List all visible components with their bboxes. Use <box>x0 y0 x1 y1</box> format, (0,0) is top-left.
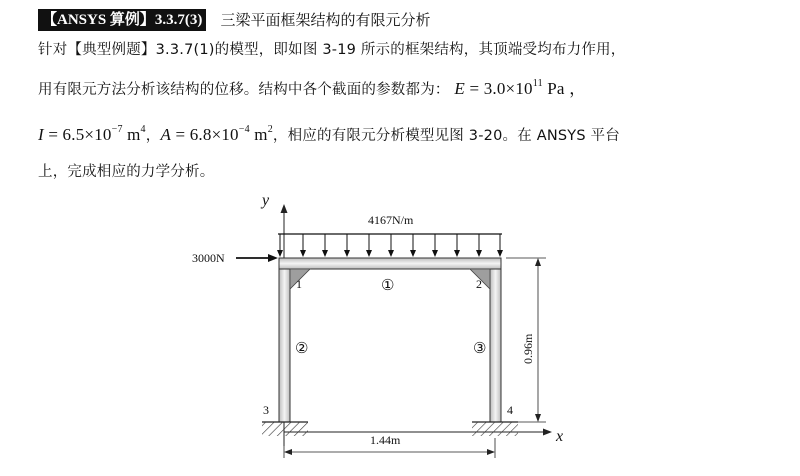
width-dimension-label: 1.44m <box>370 433 401 447</box>
point-load-label: 3000N <box>192 251 225 265</box>
symbol-e: E <box>454 79 466 98</box>
distributed-load-label: 4167N/m <box>368 213 414 227</box>
moment-of-inertia-unit: m <box>122 125 141 144</box>
cross-section-area-unit-exponent: 2 <box>267 124 273 136</box>
x-axis-arrowhead <box>543 429 552 436</box>
moment-of-inertia-exponent: −7 <box>111 124 123 136</box>
right-support-hatch <box>472 422 518 436</box>
paragraph-line-1: 针对【典型例题】3.3.7(1)的模型，即如图 3-19 所示的框架结构，其顶端受均布力作用， <box>38 42 626 58</box>
x-axis-label: x <box>556 428 564 445</box>
point-load-arrowhead <box>268 254 278 262</box>
moment-of-inertia-unit-exponent: 4 <box>140 124 146 136</box>
width-dimension-arrow-right <box>487 449 495 455</box>
distributed-load-arrows <box>277 234 503 257</box>
cross-section-area-unit: m <box>249 125 268 144</box>
load-arrowhead <box>497 250 503 257</box>
load-arrowhead <box>322 250 328 257</box>
width-dimension-arrow-left <box>284 449 292 455</box>
node-label-2: 2 <box>476 277 482 291</box>
node-label-4: 4 <box>507 403 513 417</box>
load-arrowhead <box>300 250 306 257</box>
right-column <box>490 258 501 422</box>
height-dimension-arrow-top <box>535 258 541 266</box>
moment-of-inertia-value: = 6.5×10 <box>43 125 112 144</box>
element-label-1: ① <box>381 278 395 294</box>
load-arrowhead <box>388 250 394 257</box>
example-title: 三梁平面框架结构的有限元分析 <box>220 11 431 29</box>
node-label-3: 3 <box>263 403 269 417</box>
load-arrowhead <box>410 250 416 257</box>
cross-section-area-value: = 6.8×10 <box>171 125 239 144</box>
load-arrowhead <box>277 250 283 257</box>
youngs-modulus-unit: Pa ， <box>542 79 587 98</box>
top-beam <box>279 258 501 269</box>
y-axis-arrowhead <box>281 204 288 213</box>
paragraph-line-4: 上，完成相应的力学分析。 <box>38 164 215 180</box>
paragraph-line-3-rest: ，相应的有限元分析模型见图 3-20。在 ANSYS 平台 <box>272 128 620 144</box>
symbol-a: A <box>160 125 172 144</box>
element-label-3: ③ <box>473 341 487 357</box>
load-arrowhead <box>344 250 350 257</box>
youngs-modulus-exponent: 11 <box>532 78 543 90</box>
left-support-hatch <box>262 422 308 436</box>
load-arrowhead <box>366 250 372 257</box>
y-axis-label: y <box>262 192 270 209</box>
paragraph-line-2-text: 用有限元方法分析该结构的位移。结构中各个截面的参数都为： <box>38 82 450 98</box>
node-label-1: 1 <box>296 277 302 291</box>
symbol-i: I <box>38 125 44 144</box>
youngs-modulus-value: = 3.0×10 <box>465 79 533 98</box>
height-dimension-label: 0.96m <box>521 333 535 364</box>
height-dimension-arrow-bottom <box>535 414 541 422</box>
load-arrowhead <box>454 250 460 257</box>
example-tag: 【ANSYS 算例】3.3.7(3) <box>38 9 206 31</box>
element-label-2: ② <box>295 341 309 357</box>
left-column <box>279 258 290 422</box>
cross-section-area-exponent: −4 <box>238 124 250 136</box>
load-arrowhead <box>432 250 438 257</box>
load-arrowhead <box>476 250 482 257</box>
separator: ， <box>145 128 161 144</box>
